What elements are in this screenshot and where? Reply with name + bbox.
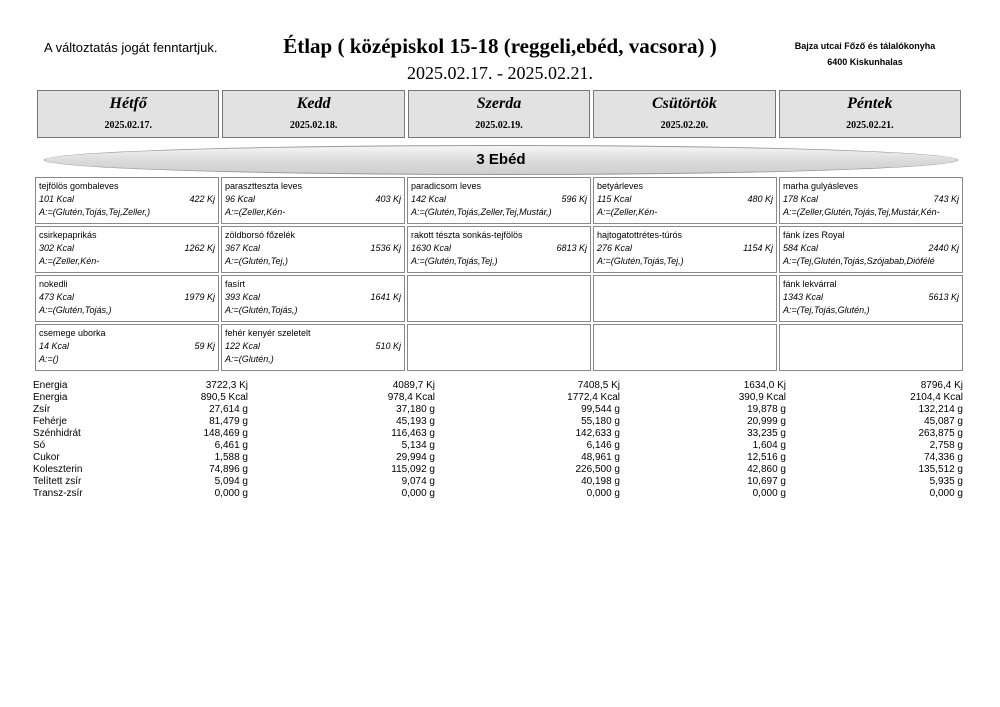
dish-name: parasztteszta leves: [225, 181, 303, 191]
dish-energy: [225, 242, 401, 255]
nutrition-row: [33, 440, 963, 452]
menu-cell: [593, 177, 777, 224]
nutrient-value: 74,896 g: [209, 464, 248, 475]
dish-kcal: 302 Kcal: [39, 243, 75, 253]
dish-name: rakott tészta sonkás-tejfölös: [411, 230, 523, 240]
dish-kcal: 584 Kcal: [783, 243, 819, 253]
dish-energy: [225, 193, 401, 206]
dish-energy: [783, 242, 959, 255]
nutrient-value: 1772,4 Kcal: [567, 392, 620, 403]
menu-cell: [407, 226, 591, 273]
menu-cell-empty: [407, 324, 591, 371]
day-date: 2025.02.21.: [846, 120, 894, 131]
menu-cell: [35, 275, 219, 322]
dish-kcal: 96 Kcal: [225, 194, 256, 204]
nutrient-value: 12,516 g: [747, 452, 786, 463]
nutrient-value: 6,146 g: [586, 440, 620, 451]
nutrient-value: 135,512 g: [918, 464, 963, 475]
menu-cell: [35, 226, 219, 273]
dish-name: fánk lekvárral: [783, 279, 837, 289]
menu-cell-empty: [407, 275, 591, 322]
nutrient-label: Fehérje: [33, 416, 67, 427]
nutrient-value: 978,4 Kcal: [387, 392, 435, 403]
nutrition-row: [33, 380, 963, 392]
dish-name: betyárleves: [597, 181, 644, 191]
nutrition-row: [33, 428, 963, 440]
dish-energy: [39, 291, 215, 304]
day-name: Csütörtök: [651, 95, 717, 112]
dish-kj: 1154 Kj: [743, 243, 773, 253]
nutrient-value: 1634,0 Kj: [743, 380, 786, 391]
nutrient-value: 5,094 g: [214, 476, 248, 487]
dish-allergens: A:=(Tej,Tojás,Glutén,): [783, 305, 870, 315]
day-date: 2025.02.17.: [104, 120, 152, 131]
menu-cell: [221, 226, 405, 273]
dish-name: hajtogatottrétes-túrós: [597, 230, 683, 240]
dish-allergens: A:=(Glutén,Tej,): [225, 256, 288, 266]
day-date: 2025.02.20.: [660, 120, 709, 131]
nutrient-value: 3722,3 Kj: [205, 380, 248, 391]
dish-energy: [597, 193, 773, 206]
dish-energy: [411, 242, 587, 255]
day-header: [408, 90, 590, 138]
nutrient-value: 0,000 g: [752, 488, 786, 499]
nutrient-value: 390,9 Kcal: [738, 392, 786, 403]
day-header: [779, 90, 961, 138]
dish-energy: [597, 242, 773, 255]
nutrient-value: 29,994 g: [396, 452, 435, 463]
menu-cell-empty: [779, 324, 963, 371]
dish-kj: 403 Kj: [375, 194, 401, 204]
dish-kcal: 367 Kcal: [225, 243, 261, 253]
menu-cell-empty: [593, 324, 777, 371]
day-name: Szerda: [476, 95, 522, 112]
nutrition-row: [33, 476, 963, 488]
nutrient-value: 27,614 g: [209, 404, 248, 415]
dish-name: csirkepaprikás: [39, 230, 97, 240]
nutrient-value: 0,000 g: [929, 488, 963, 499]
day-date: 2025.02.18.: [289, 120, 338, 131]
dish-kj: 743 Kj: [933, 194, 959, 204]
dish-kj: 5613 Kj: [928, 292, 959, 302]
menu-cell: [779, 275, 963, 322]
dish-allergens: A:=(Glutén,Tojás,): [225, 305, 298, 315]
menu-cell: [593, 226, 777, 273]
nutrient-value: 7408,5 Kj: [577, 380, 620, 391]
dish-kcal: 115 Kcal: [597, 194, 632, 204]
nutrient-value: 99,544 g: [581, 404, 620, 415]
dish-kj: 1536 Kj: [370, 243, 401, 253]
dish-name: fasírt: [225, 279, 246, 289]
nutrient-label: Szénhidrát: [33, 428, 81, 439]
nutrient-value: 132,214 g: [918, 404, 963, 415]
day-date: 2025.02.19.: [475, 120, 523, 131]
nutrient-value: 8796,4 Kj: [920, 380, 963, 391]
nutrient-value: 33,235 g: [747, 428, 786, 439]
dish-name: paradicsom leves: [411, 181, 482, 191]
menu-cell: [221, 177, 405, 224]
nutrient-value: 0,000 g: [401, 488, 435, 499]
nutrient-value: 263,875 g: [918, 428, 963, 439]
nutrient-value: 1,604 g: [752, 440, 786, 451]
nutrient-value: 226,500 g: [575, 464, 620, 475]
nutrient-value: 116,463 g: [391, 428, 435, 439]
dish-name: zöldborsó főzelék: [225, 230, 296, 240]
dish-kj: 1262 Kj: [184, 243, 215, 253]
nutrient-value: 1,588 g: [214, 452, 248, 463]
dish-allergens: A:=(Glutén,Tojás,): [39, 305, 112, 315]
nutrition-table: [33, 380, 963, 500]
nutrient-value: 19,878 g: [747, 404, 786, 415]
dish-allergens: A:=(Glutén,Tojás,Tej,): [597, 256, 684, 266]
nutrient-value: 5,134 g: [401, 440, 435, 451]
dish-name: fánk ízes Royal: [783, 230, 845, 240]
nutrient-value: 5,935 g: [929, 476, 963, 487]
day-name: Kedd: [296, 95, 331, 112]
nutrient-value: 10,697 g: [747, 476, 786, 487]
nutrient-label: Energia: [33, 380, 68, 391]
nutrient-label: Transz-zsír: [33, 488, 83, 499]
dish-allergens: A:=(): [39, 354, 59, 364]
dish-allergens: A:=(Glutén,Tojás,Tej,Zeller,): [39, 207, 151, 217]
menu-cell: [221, 324, 405, 371]
menu-cell: [779, 177, 963, 224]
nutrient-value: 0,000 g: [214, 488, 248, 499]
dish-name: tejfölös gombaleves: [39, 181, 119, 191]
menu-title: Étlap ( középiskol 15-18 (reggeli,ebéd, vacsora) ): [283, 34, 717, 58]
nutrient-label: Só: [33, 440, 46, 451]
nutrient-value: 0,000 g: [586, 488, 620, 499]
dish-allergens: A:=(Zeller,Kén-: [39, 256, 100, 266]
menu-grid: [35, 177, 963, 371]
dish-energy: [225, 340, 401, 353]
menu-cell: [35, 324, 219, 371]
dish-name: marha gulyásleves: [783, 181, 859, 191]
dish-allergens: A:=(Glutén,Tojás,Zeller,Tej,Mustár,): [411, 207, 552, 217]
kitchen-name: Bajza utcai Főző és tálalókonyha: [794, 41, 936, 51]
dish-kj: 59 Kj: [194, 341, 215, 351]
nutrient-value: 6,461 g: [214, 440, 248, 451]
dish-energy: [39, 340, 215, 353]
nutrient-value: 4089,7 Kj: [392, 380, 435, 391]
dish-kj: 1641 Kj: [370, 292, 401, 302]
nutrient-value: 890,5 Kcal: [200, 392, 248, 403]
day-name: Hétfő: [109, 95, 147, 112]
dish-allergens: A:=(Glutén,): [225, 354, 274, 364]
dish-allergens: A:=(Glutén,Tojás,Tej,): [411, 256, 498, 266]
dish-kcal: 276 Kcal: [597, 243, 633, 253]
day-header: [593, 90, 775, 138]
dish-kcal: 178 Kcal: [783, 194, 819, 204]
dish-kcal: 393 Kcal: [225, 292, 261, 302]
nutrition-row: [33, 452, 963, 464]
dish-name: nokedli: [39, 279, 68, 289]
dish-energy: [39, 193, 215, 206]
dish-energy: [783, 193, 959, 206]
menu-cell: [221, 275, 405, 322]
nutrient-value: 55,180 g: [581, 416, 620, 427]
date-range: 2025.02.17. - 2025.02.21.: [407, 63, 593, 83]
nutrient-label: Cukor: [33, 452, 60, 463]
dish-energy: [411, 193, 587, 206]
day-header: [37, 90, 219, 138]
dish-kcal: 101 Kcal: [39, 194, 75, 204]
dish-allergens: A:=(Tej,Glutén,Tojás,Szójabab,Diófélé: [783, 256, 935, 266]
nutrient-label: Telített zsír: [33, 476, 82, 487]
dish-energy: [39, 242, 215, 255]
meal-banner: 3 Ebéd: [44, 145, 958, 175]
nutrient-value: 148,469 g: [203, 428, 248, 439]
kitchen-info: [760, 38, 970, 70]
dish-kj: 6813 Kj: [556, 243, 587, 253]
nutrient-value: 20,999 g: [747, 416, 786, 427]
nutrition-row: [33, 392, 963, 404]
dish-kj: 510 Kj: [375, 341, 401, 351]
nutrition-row: [33, 464, 963, 476]
day-name: Péntek: [847, 95, 893, 112]
dish-kj: 2440 Kj: [928, 243, 959, 253]
dish-allergens: A:=(Zeller,Kén-: [225, 207, 286, 217]
nutrient-value: 45,087 g: [924, 416, 963, 427]
dish-kcal: 473 Kcal: [39, 292, 75, 302]
dish-kcal: 1630 Kcal: [411, 243, 452, 253]
nutrition-row: [33, 404, 963, 416]
menu-cell: [407, 177, 591, 224]
kitchen-address: 6400 Kiskunhalas: [827, 57, 903, 67]
nutrient-value: 74,336 g: [924, 452, 963, 463]
day-header: [222, 90, 404, 138]
nutrient-value: 45,193 g: [396, 416, 435, 427]
menu-cell-empty: [593, 275, 777, 322]
nutrient-label: Koleszterin: [33, 464, 83, 475]
nutrient-value: 40,198 g: [581, 476, 620, 487]
nutrient-label: Energia: [33, 392, 68, 403]
dish-allergens: A:=(Zeller,Kén-: [597, 207, 658, 217]
dish-kcal: 122 Kcal: [225, 341, 261, 351]
nutrient-value: 37,180 g: [396, 404, 435, 415]
dish-name: csemege uborka: [39, 328, 106, 338]
dish-kj: 1979 Kj: [184, 292, 215, 302]
disclaimer-notice: A változtatás jogát fenntartjuk.: [44, 40, 218, 55]
menu-cell: [779, 226, 963, 273]
nutrient-value: 48,961 g: [581, 452, 620, 463]
nutrient-value: 115,092 g: [391, 464, 435, 475]
nutrient-value: 9,074 g: [401, 476, 435, 487]
nutrient-value: 2104,4 Kcal: [910, 392, 963, 403]
nutrient-value: 81,479 g: [209, 416, 248, 427]
nutrient-value: 42,860 g: [747, 464, 786, 475]
nutrition-row: [33, 488, 963, 500]
dish-kj: 596 Kj: [561, 194, 587, 204]
dish-energy: [225, 291, 401, 304]
dish-allergens: A:=(Zeller,Glutén,Tojás,Tej,Mustár,Kén-: [783, 207, 940, 217]
dish-kcal: 142 Kcal: [411, 194, 447, 204]
nutrient-value: 142,633 g: [575, 428, 620, 439]
dish-energy: [783, 291, 959, 304]
dish-kcal: 1343 Kcal: [783, 292, 824, 302]
nutrient-label: Zsír: [33, 404, 51, 415]
dish-kj: 480 Kj: [747, 194, 773, 204]
day-header-row: [37, 90, 961, 138]
nutrition-row: [33, 416, 963, 428]
dish-kj: 422 Kj: [189, 194, 215, 204]
nutrient-value: 2,758 g: [929, 440, 963, 451]
dish-name: fehér kenyér szeletelt: [225, 328, 311, 338]
menu-cell: [35, 177, 219, 224]
dish-kcal: 14 Kcal: [39, 341, 70, 351]
